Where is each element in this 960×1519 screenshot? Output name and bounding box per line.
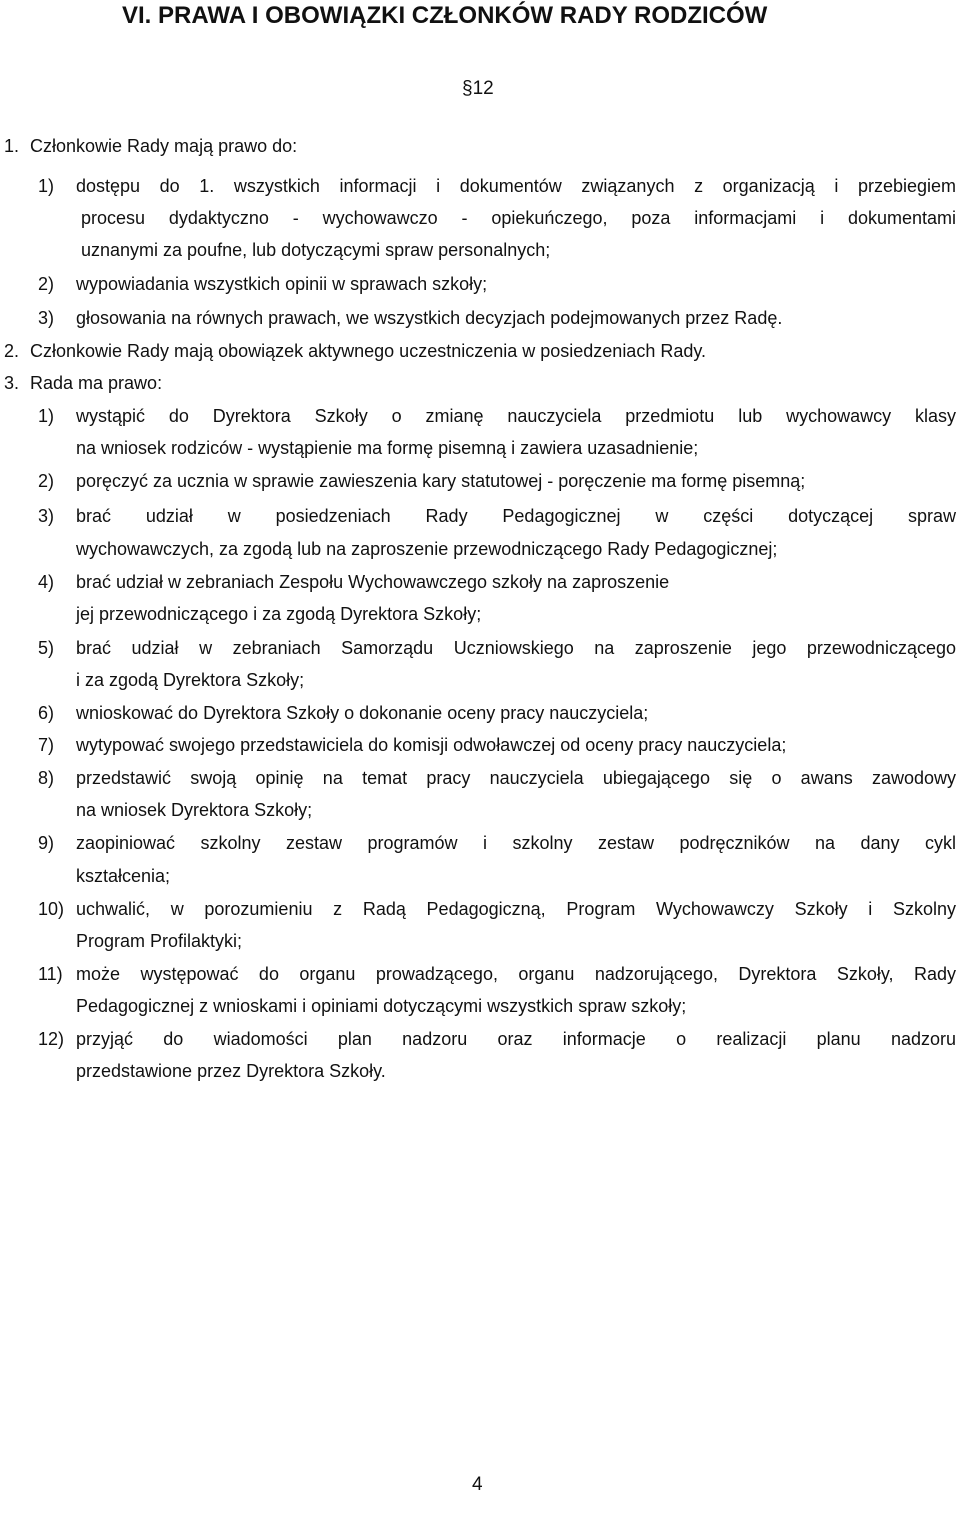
item-text: Program Profilaktyki;	[76, 931, 243, 951]
list-item-continuation	[0, 533, 960, 565]
item-text: wystąpić do Dyrektora Szkoły o zmianę nauczyciela przedmiotu lub wychowawcy klasy	[76, 406, 956, 426]
item-number: 1)	[38, 406, 55, 426]
item-text: brać udział w zebraniach Samorządu Uczniowskiego na zaproszenie jego przewodniczącego	[76, 638, 956, 658]
item-text: przedstawione przez Dyrektora Szkoły.	[76, 1061, 386, 1081]
list-item	[0, 762, 960, 794]
item-number: 5)	[38, 638, 55, 658]
list-item	[0, 566, 960, 598]
paragraph-text: Rada ma prawo:	[30, 373, 163, 393]
paragraph-text: Członkowie Rady mają prawo do:	[30, 136, 298, 156]
item-number: 2)	[38, 471, 55, 491]
list-item	[0, 893, 960, 925]
section-number: §12	[462, 78, 494, 99]
item-text: procesu dydaktyczno - wychowawczo - opiekuńczego, poza informacjami i dokumentami	[81, 208, 956, 228]
paragraph-number: 3.	[4, 373, 20, 393]
chapter-title: VI. PRAWA I OBOWIĄZKI CZŁONKÓW RADY RODZICÓW	[122, 2, 768, 29]
item-text: na wniosek Dyrektora Szkoły;	[76, 800, 313, 820]
item-text: może występować do organu prowadzącego, organu nadzorującego, Dyrektora Szkoły, Rady	[76, 964, 956, 984]
item-text: na wniosek rodziców - wystąpienie ma formę pisemną i zawiera uzasadnienie;	[76, 438, 699, 458]
item-text: dostępu do 1. wszystkich informacji i dokumentów związanych z organizacją i przebiegiem	[76, 176, 956, 196]
paragraph-1	[0, 130, 960, 162]
list-item	[0, 400, 960, 432]
list-item-continuation	[0, 432, 960, 464]
item-text: przedstawić swoją opinię na temat pracy nauczyciela ubiegającego się o awans zawodowy	[76, 768, 956, 788]
list-item-continuation	[0, 990, 960, 1022]
item-text: jej przewodniczącego i za zgodą Dyrektora Szkoły;	[76, 604, 482, 624]
list-item	[0, 697, 960, 729]
item-number: 1)	[38, 176, 55, 196]
list-item	[0, 268, 960, 300]
item-text: wypowiadania wszystkich opinii w sprawach szkoły;	[76, 274, 488, 294]
paragraph-number: 2.	[4, 341, 20, 361]
list-item-continuation	[0, 664, 960, 696]
item-number: 12)	[38, 1029, 65, 1049]
item-text: kształcenia;	[76, 866, 171, 886]
list-item-continuation	[0, 794, 960, 826]
item-text: poręczyć za ucznia w sprawie zawieszenia kary statutowej - poręczenie ma formę pisemną;	[76, 471, 806, 491]
item-number: 6)	[38, 703, 55, 723]
item-text: zaopiniować szkolny zestaw programów i szkolny zestaw podręczników na dany cykl	[76, 833, 956, 853]
item-text: brać udział w posiedzeniach Rady Pedagogicznej w części dotyczącej spraw	[76, 506, 956, 526]
list-item	[0, 729, 960, 761]
list-item	[0, 465, 960, 497]
list-item	[0, 500, 960, 532]
item-text: uchwalić, w porozumieniu z Radą Pedagogiczną, Program Wychowawczy Szkoły i Szkolny	[76, 899, 956, 919]
item-number: 2)	[38, 274, 55, 294]
list-item	[0, 302, 960, 334]
list-item	[0, 1023, 960, 1055]
item-text: wychowawczych, za zgodą lub na zaproszenie przewodniczącego Rady Pedagogicznej;	[76, 539, 778, 559]
item-number: 3)	[38, 308, 55, 328]
list-item	[0, 958, 960, 990]
item-text: brać udział w zebraniach Zespołu Wychowawczego szkoły na zaproszenie	[76, 572, 670, 592]
item-number: 11)	[38, 964, 63, 984]
item-text: uznanymi za poufne, lub dotyczącymi spraw personalnych;	[81, 240, 551, 260]
item-text: przyjąć do wiadomości plan nadzoru oraz informacje o realizacji planu nadzoru	[76, 1029, 956, 1049]
item-text: wnioskować do Dyrektora Szkoły o dokonanie oceny pracy nauczyciela;	[76, 703, 649, 723]
paragraph-2	[0, 335, 960, 367]
item-text: głosowania na równych prawach, we wszystkich decyzjach podejmowanych przez Radę.	[76, 308, 783, 328]
list-item-continuation	[0, 598, 960, 630]
list-item	[0, 632, 960, 664]
paragraph-number: 1.	[4, 136, 20, 156]
item-number: 3)	[38, 506, 55, 526]
list-item-continuation	[0, 202, 960, 234]
page-number: 4	[472, 1474, 483, 1495]
item-number: 9)	[38, 833, 55, 853]
list-item	[0, 827, 960, 859]
item-text: wytypować swojego przedstawiciela do komisji odwoławczej od oceny pracy nauczyciela;	[76, 735, 787, 755]
list-item-continuation	[0, 925, 960, 957]
item-number: 7)	[38, 735, 55, 755]
item-number: 8)	[38, 768, 55, 788]
list-item	[0, 170, 960, 202]
paragraph-text: Członkowie Rady mają obowiązek aktywnego uczestniczenia w posiedzeniach Rady.	[30, 341, 707, 361]
item-text: i za zgodą Dyrektora Szkoły;	[76, 670, 305, 690]
item-number: 10)	[38, 899, 65, 919]
list-item-continuation	[0, 860, 960, 892]
paragraph-3	[0, 367, 960, 399]
item-text: Pedagogicznej z wnioskami i opiniami dotyczącymi wszystkich spraw szkoły;	[76, 996, 687, 1016]
item-number: 4)	[38, 572, 55, 592]
list-item-continuation	[0, 234, 960, 266]
list-item-continuation	[0, 1055, 960, 1087]
